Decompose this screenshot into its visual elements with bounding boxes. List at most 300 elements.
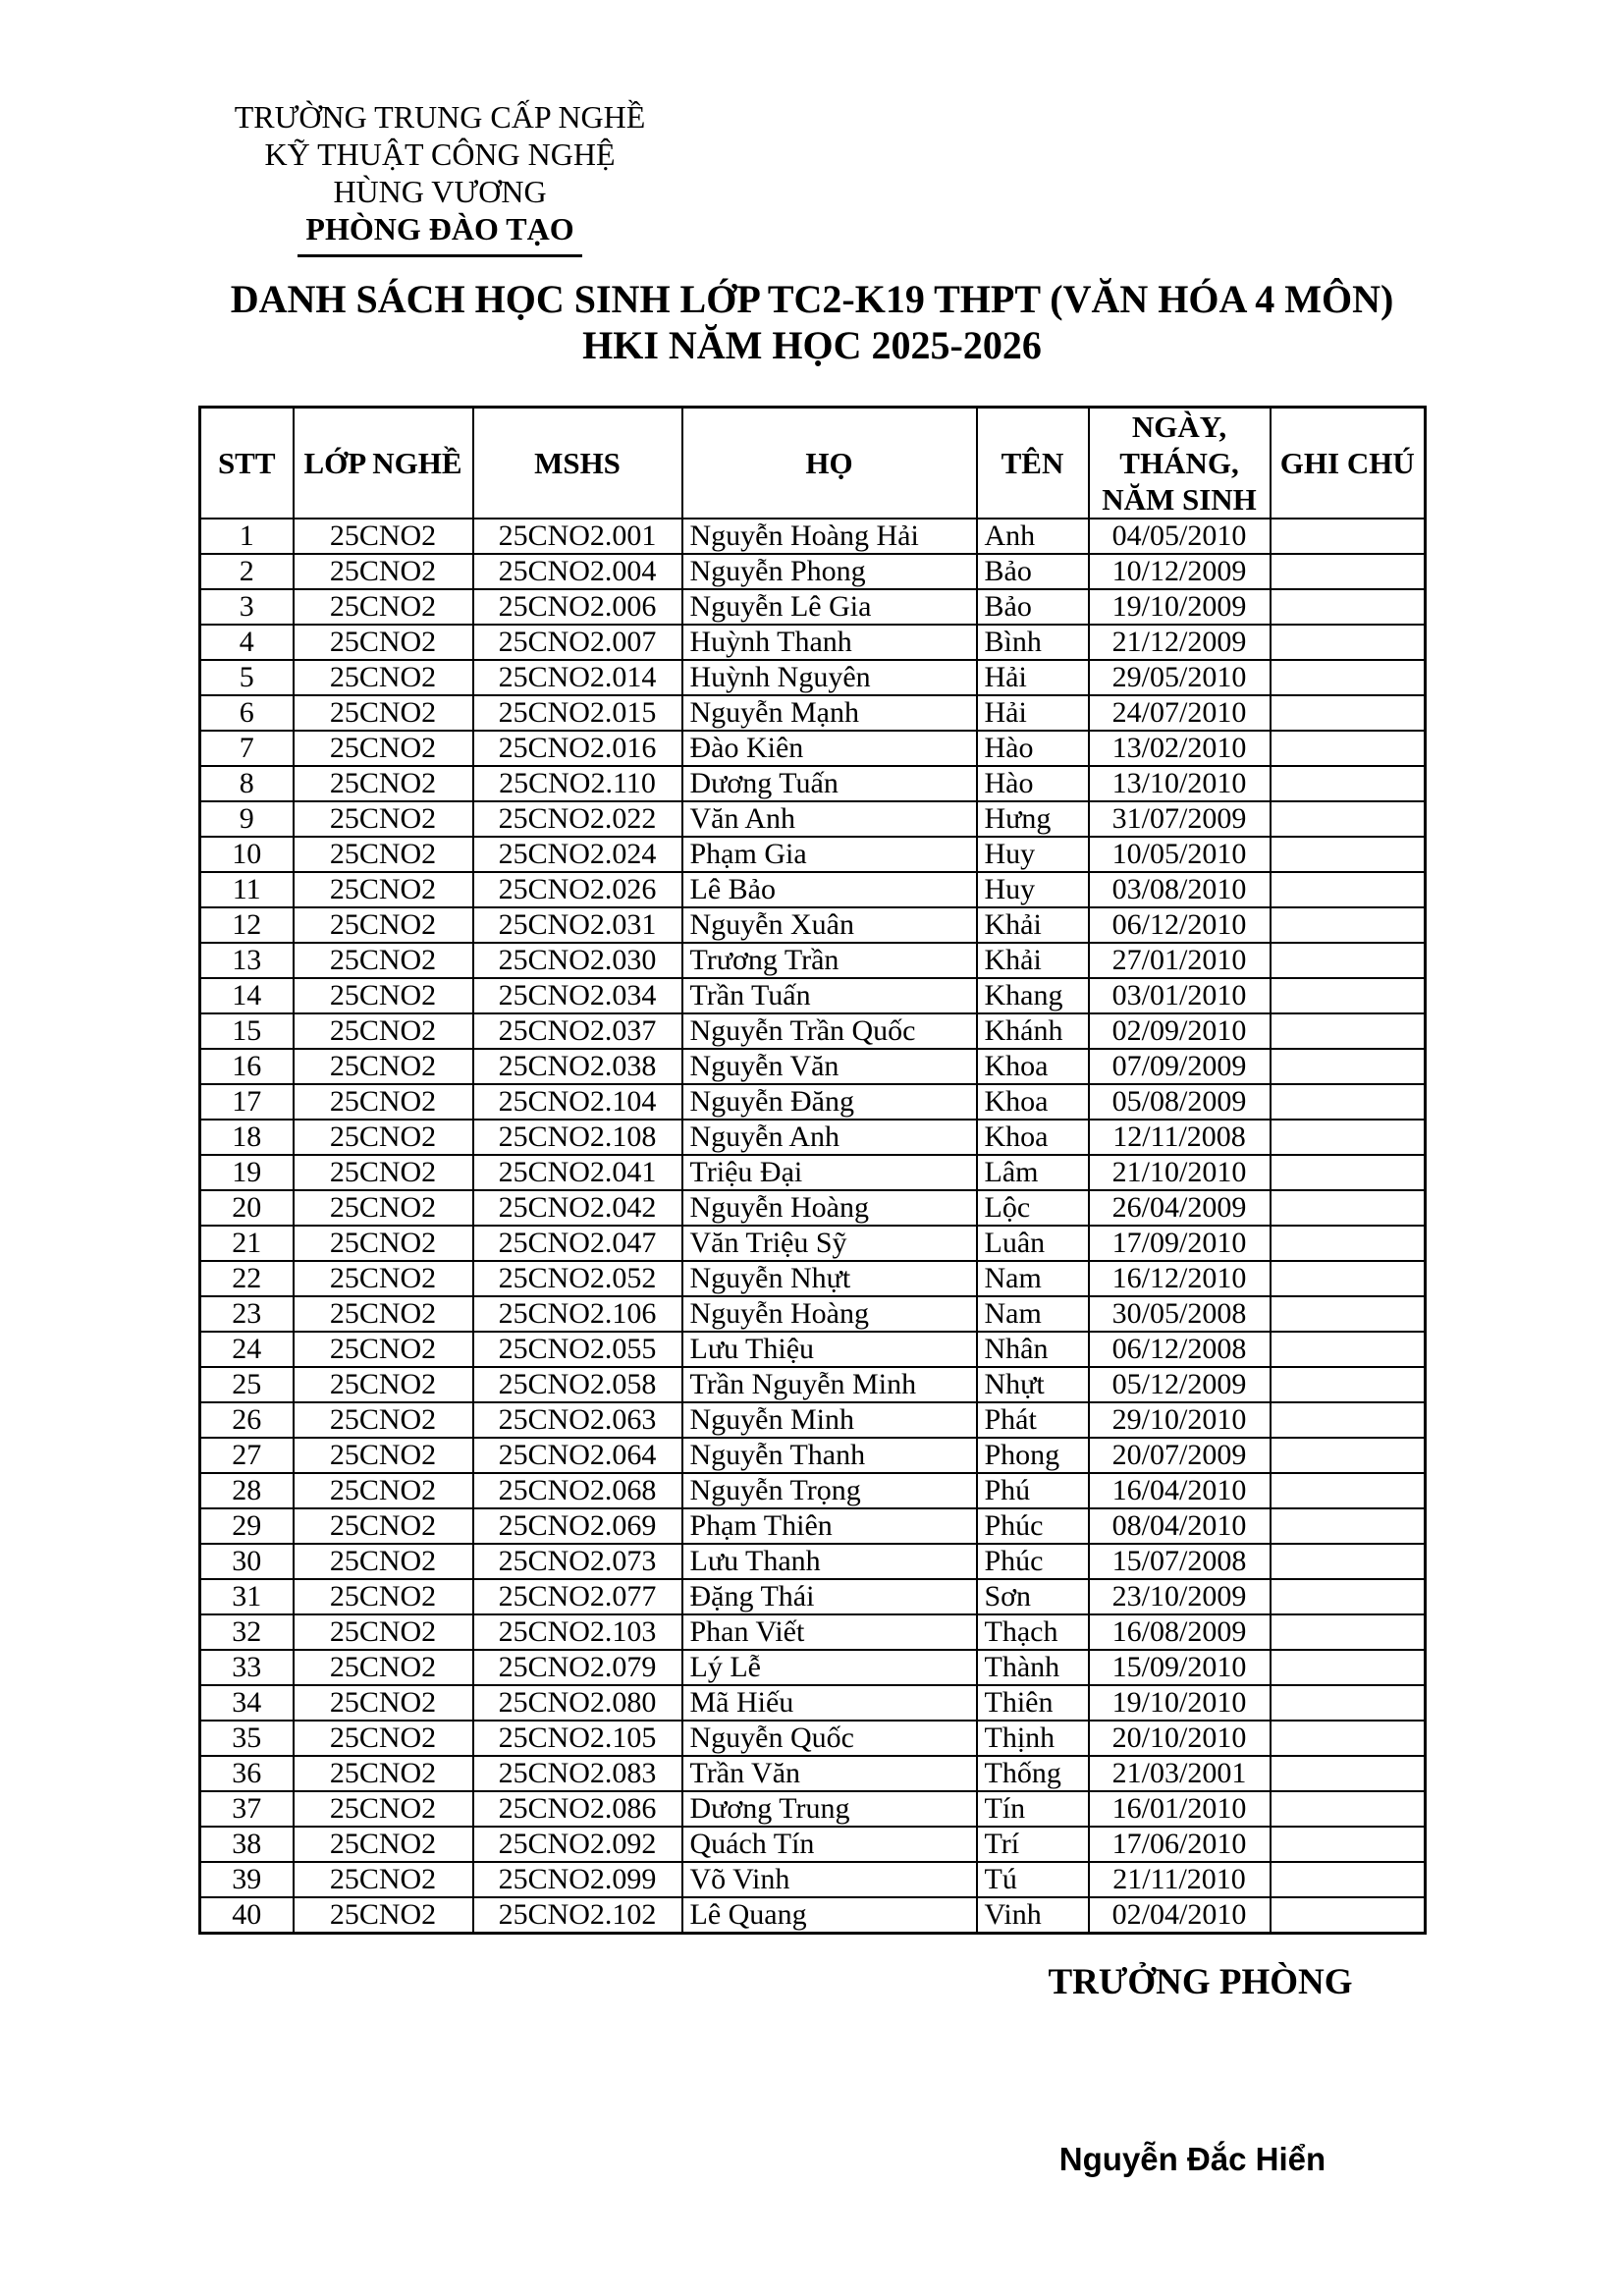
cell-mshs: 25CNO2.034	[473, 978, 682, 1013]
cell-lop-nghe: 25CNO2	[294, 943, 473, 978]
cell-ngay-sinh: 23/10/2009	[1089, 1579, 1271, 1614]
cell-ngay-sinh: 02/09/2010	[1089, 1013, 1271, 1049]
cell-ho: Lý Lễ	[682, 1650, 977, 1685]
cell-ho: Dương Trung	[682, 1791, 977, 1827]
cell-ho: Nguyễn Anh	[682, 1120, 977, 1155]
table-row	[200, 1862, 1426, 1897]
cell-ho: Nguyễn Hoàng Hải	[682, 519, 977, 554]
cell-mshs: 25CNO2.026	[473, 872, 682, 907]
cell-stt: 37	[200, 1791, 294, 1827]
cell-stt: 1	[200, 519, 294, 554]
cell-stt: 13	[200, 943, 294, 978]
cell-stt: 18	[200, 1120, 294, 1155]
cell-ten: Bảo	[977, 589, 1089, 625]
cell-ngay-sinh: 24/07/2010	[1089, 695, 1271, 731]
cell-ten: Khánh	[977, 1013, 1089, 1049]
cell-ho: Nguyễn Hoàng	[682, 1296, 977, 1332]
column-header-stt: STT	[200, 408, 294, 519]
cell-ngay-sinh: 12/11/2008	[1089, 1120, 1271, 1155]
cell-ghi-chu	[1271, 1721, 1426, 1756]
cell-ten: Hải	[977, 660, 1089, 695]
cell-stt: 2	[200, 554, 294, 589]
cell-lop-nghe: 25CNO2	[294, 1049, 473, 1084]
cell-ngay-sinh: 16/04/2010	[1089, 1473, 1271, 1508]
cell-stt: 9	[200, 801, 294, 837]
institution-line: HÙNG VƯƠNG	[333, 174, 547, 209]
cell-lop-nghe: 25CNO2	[294, 519, 473, 554]
cell-ngay-sinh: 21/10/2010	[1089, 1155, 1271, 1190]
cell-ten: Trí	[977, 1827, 1089, 1862]
cell-stt: 22	[200, 1261, 294, 1296]
cell-stt: 12	[200, 907, 294, 943]
table-row	[200, 1367, 1426, 1402]
cell-ghi-chu	[1271, 801, 1426, 837]
institution-line: KỸ THUẬT CÔNG NGHỆ	[264, 137, 616, 172]
cell-ten: Thịnh	[977, 1721, 1089, 1756]
department-title: PHÒNG ĐÀO TẠO	[298, 210, 581, 257]
cell-ghi-chu	[1271, 1438, 1426, 1473]
cell-lop-nghe: 25CNO2	[294, 1226, 473, 1261]
cell-lop-nghe: 25CNO2	[294, 837, 473, 872]
cell-mshs: 25CNO2.006	[473, 589, 682, 625]
cell-ngay-sinh: 19/10/2010	[1089, 1685, 1271, 1721]
cell-ho: Nguyễn Trọng	[682, 1473, 977, 1508]
cell-ghi-chu	[1271, 1155, 1426, 1190]
cell-stt: 32	[200, 1614, 294, 1650]
cell-ghi-chu	[1271, 1402, 1426, 1438]
cell-ho: Nguyễn Nhựt	[682, 1261, 977, 1296]
table-row	[200, 1190, 1426, 1226]
cell-lop-nghe: 25CNO2	[294, 554, 473, 589]
cell-ten: Hào	[977, 731, 1089, 766]
cell-lop-nghe: 25CNO2	[294, 1862, 473, 1897]
cell-ho: Dương Tuấn	[682, 766, 977, 801]
cell-ghi-chu	[1271, 695, 1426, 731]
cell-stt: 40	[200, 1897, 294, 1934]
cell-ghi-chu	[1271, 731, 1426, 766]
table-row	[200, 660, 1426, 695]
cell-stt: 19	[200, 1155, 294, 1190]
cell-ngay-sinh: 03/01/2010	[1089, 978, 1271, 1013]
cell-ten: Lộc	[977, 1190, 1089, 1226]
cell-mshs: 25CNO2.052	[473, 1261, 682, 1296]
cell-lop-nghe: 25CNO2	[294, 1508, 473, 1544]
institution-letterhead	[196, 98, 683, 257]
cell-ghi-chu	[1271, 1897, 1426, 1934]
cell-ngay-sinh: 21/03/2001	[1089, 1756, 1271, 1791]
cell-mshs: 25CNO2.038	[473, 1049, 682, 1084]
cell-lop-nghe: 25CNO2	[294, 801, 473, 837]
cell-ghi-chu	[1271, 554, 1426, 589]
cell-ghi-chu	[1271, 1084, 1426, 1120]
cell-ngay-sinh: 21/12/2009	[1089, 625, 1271, 660]
cell-ghi-chu	[1271, 1190, 1426, 1226]
cell-ngay-sinh: 15/07/2008	[1089, 1544, 1271, 1579]
column-header-ngay-sinh: NGÀY, THÁNG, NĂM SINH	[1089, 408, 1271, 519]
cell-mshs: 25CNO2.024	[473, 837, 682, 872]
cell-stt: 30	[200, 1544, 294, 1579]
cell-stt: 24	[200, 1332, 294, 1367]
cell-ho: Triệu Đại	[682, 1155, 977, 1190]
cell-ngay-sinh: 29/05/2010	[1089, 660, 1271, 695]
cell-stt: 31	[200, 1579, 294, 1614]
cell-ghi-chu	[1271, 907, 1426, 943]
table-row	[200, 1013, 1426, 1049]
cell-ho: Nguyễn Đăng	[682, 1084, 977, 1120]
cell-stt: 14	[200, 978, 294, 1013]
cell-ghi-chu	[1271, 978, 1426, 1013]
table-row	[200, 589, 1426, 625]
cell-stt: 7	[200, 731, 294, 766]
cell-lop-nghe: 25CNO2	[294, 1120, 473, 1155]
cell-ho: Văn Anh	[682, 801, 977, 837]
cell-ten: Khải	[977, 943, 1089, 978]
table-row	[200, 943, 1426, 978]
cell-ten: Khải	[977, 907, 1089, 943]
cell-ngay-sinh: 16/01/2010	[1089, 1791, 1271, 1827]
cell-lop-nghe: 25CNO2	[294, 1544, 473, 1579]
cell-ngay-sinh: 13/10/2010	[1089, 766, 1271, 801]
cell-ghi-chu	[1271, 1120, 1426, 1155]
cell-stt: 26	[200, 1402, 294, 1438]
cell-ho: Lưu Thanh	[682, 1544, 977, 1579]
cell-ghi-chu	[1271, 1473, 1426, 1508]
cell-lop-nghe: 25CNO2	[294, 907, 473, 943]
cell-ngay-sinh: 06/12/2008	[1089, 1332, 1271, 1367]
cell-ho: Huỳnh Nguyên	[682, 660, 977, 695]
cell-ho: Đào Kiên	[682, 731, 977, 766]
table-row	[200, 1756, 1426, 1791]
cell-ghi-chu	[1271, 1685, 1426, 1721]
cell-lop-nghe: 25CNO2	[294, 1721, 473, 1756]
column-header-mshs: MSHS	[473, 408, 682, 519]
cell-ngay-sinh: 17/09/2010	[1089, 1226, 1271, 1261]
cell-lop-nghe: 25CNO2	[294, 695, 473, 731]
cell-ten: Thiên	[977, 1685, 1089, 1721]
cell-ngay-sinh: 07/09/2009	[1089, 1049, 1271, 1084]
cell-ten: Vinh	[977, 1897, 1089, 1934]
cell-ngay-sinh: 13/02/2010	[1089, 731, 1271, 766]
cell-ngay-sinh: 19/10/2009	[1089, 589, 1271, 625]
cell-ghi-chu	[1271, 1332, 1426, 1367]
table-row	[200, 1544, 1426, 1579]
cell-ho: Phan Viết	[682, 1614, 977, 1650]
cell-mshs: 25CNO2.041	[473, 1155, 682, 1190]
cell-ho: Trần Tuấn	[682, 978, 977, 1013]
cell-ten: Khoa	[977, 1084, 1089, 1120]
cell-mshs: 25CNO2.064	[473, 1438, 682, 1473]
table-row	[200, 1614, 1426, 1650]
table-row	[200, 978, 1426, 1013]
cell-mshs: 25CNO2.063	[473, 1402, 682, 1438]
table-row	[200, 1579, 1426, 1614]
cell-mshs: 25CNO2.080	[473, 1685, 682, 1721]
cell-lop-nghe: 25CNO2	[294, 1897, 473, 1934]
table-row	[200, 801, 1426, 837]
table-row	[200, 1650, 1426, 1685]
cell-ngay-sinh: 26/04/2009	[1089, 1190, 1271, 1226]
table-row	[200, 1120, 1426, 1155]
cell-ghi-chu	[1271, 1791, 1426, 1827]
cell-mshs: 25CNO2.086	[473, 1791, 682, 1827]
cell-ten: Phú	[977, 1473, 1089, 1508]
cell-ho: Trần Nguyễn Minh	[682, 1367, 977, 1402]
table-row	[200, 1791, 1426, 1827]
cell-mshs: 25CNO2.092	[473, 1827, 682, 1862]
cell-lop-nghe: 25CNO2	[294, 1190, 473, 1226]
cell-ho: Trần Văn	[682, 1756, 977, 1791]
cell-lop-nghe: 25CNO2	[294, 1827, 473, 1862]
cell-ho: Lê Bảo	[682, 872, 977, 907]
cell-lop-nghe: 25CNO2	[294, 589, 473, 625]
cell-stt: 29	[200, 1508, 294, 1544]
cell-ghi-chu	[1271, 943, 1426, 978]
cell-ghi-chu	[1271, 766, 1426, 801]
cell-ten: Hào	[977, 766, 1089, 801]
cell-stt: 23	[200, 1296, 294, 1332]
cell-mshs: 25CNO2.104	[473, 1084, 682, 1120]
cell-lop-nghe: 25CNO2	[294, 1402, 473, 1438]
cell-ngay-sinh: 29/10/2010	[1089, 1402, 1271, 1438]
cell-ngay-sinh: 04/05/2010	[1089, 519, 1271, 554]
cell-mshs: 25CNO2.069	[473, 1508, 682, 1544]
cell-ten: Hải	[977, 695, 1089, 731]
cell-ho: Huỳnh Thanh	[682, 625, 977, 660]
cell-ho: Nguyễn Trần Quốc	[682, 1013, 977, 1049]
cell-stt: 8	[200, 766, 294, 801]
document-title-line2: HKI NĂM HỌC 2025-2026	[582, 323, 1042, 367]
cell-mshs: 25CNO2.001	[473, 519, 682, 554]
table-row	[200, 731, 1426, 766]
cell-mshs: 25CNO2.014	[473, 660, 682, 695]
table-row	[200, 1897, 1426, 1934]
cell-ho: Nguyễn Văn	[682, 1049, 977, 1084]
cell-ghi-chu	[1271, 1296, 1426, 1332]
cell-mshs: 25CNO2.058	[473, 1367, 682, 1402]
cell-ghi-chu	[1271, 1650, 1426, 1685]
cell-ghi-chu	[1271, 1261, 1426, 1296]
cell-mshs: 25CNO2.007	[473, 625, 682, 660]
cell-ghi-chu	[1271, 872, 1426, 907]
cell-mshs: 25CNO2.068	[473, 1473, 682, 1508]
cell-ngay-sinh: 16/08/2009	[1089, 1614, 1271, 1650]
cell-lop-nghe: 25CNO2	[294, 1579, 473, 1614]
table-row	[200, 1084, 1426, 1120]
cell-stt: 34	[200, 1685, 294, 1721]
cell-ngay-sinh: 17/06/2010	[1089, 1827, 1271, 1862]
cell-ten: Thống	[977, 1756, 1089, 1791]
cell-lop-nghe: 25CNO2	[294, 731, 473, 766]
cell-ngay-sinh: 16/12/2010	[1089, 1261, 1271, 1296]
table-row	[200, 1049, 1426, 1084]
cell-ten: Khang	[977, 978, 1089, 1013]
cell-mshs: 25CNO2.047	[473, 1226, 682, 1261]
cell-lop-nghe: 25CNO2	[294, 1614, 473, 1650]
cell-ghi-chu	[1271, 1367, 1426, 1402]
cell-mshs: 25CNO2.106	[473, 1296, 682, 1332]
cell-ngay-sinh: 05/12/2009	[1089, 1367, 1271, 1402]
cell-stt: 3	[200, 589, 294, 625]
cell-lop-nghe: 25CNO2	[294, 1332, 473, 1367]
cell-ghi-chu	[1271, 1049, 1426, 1084]
cell-stt: 38	[200, 1827, 294, 1862]
cell-ngay-sinh: 15/09/2010	[1089, 1650, 1271, 1685]
table-row	[200, 766, 1426, 801]
cell-ten: Nam	[977, 1261, 1089, 1296]
cell-ten: Sơn	[977, 1579, 1089, 1614]
cell-ngay-sinh: 20/10/2010	[1089, 1721, 1271, 1756]
cell-ten: Luân	[977, 1226, 1089, 1261]
table-row	[200, 1332, 1426, 1367]
cell-stt: 6	[200, 695, 294, 731]
cell-stt: 39	[200, 1862, 294, 1897]
cell-ten: Nhân	[977, 1332, 1089, 1367]
cell-stt: 10	[200, 837, 294, 872]
table-row	[200, 1296, 1426, 1332]
cell-ngay-sinh: 20/07/2009	[1089, 1438, 1271, 1473]
cell-ten: Khoa	[977, 1049, 1089, 1084]
cell-ngay-sinh: 03/08/2010	[1089, 872, 1271, 907]
cell-ngay-sinh: 27/01/2010	[1089, 943, 1271, 978]
table-row	[200, 837, 1426, 872]
cell-ngay-sinh: 06/12/2010	[1089, 907, 1271, 943]
cell-mshs: 25CNO2.103	[473, 1614, 682, 1650]
table-row	[200, 1508, 1426, 1544]
cell-ten: Phúc	[977, 1544, 1089, 1579]
cell-ten: Thạch	[977, 1614, 1089, 1650]
cell-ghi-chu	[1271, 519, 1426, 554]
cell-ngay-sinh: 10/12/2009	[1089, 554, 1271, 589]
cell-stt: 21	[200, 1226, 294, 1261]
cell-mshs: 25CNO2.108	[473, 1120, 682, 1155]
cell-stt: 25	[200, 1367, 294, 1402]
cell-mshs: 25CNO2.016	[473, 731, 682, 766]
table-row	[200, 1473, 1426, 1508]
cell-ho: Võ Vinh	[682, 1862, 977, 1897]
cell-ho: Lê Quang	[682, 1897, 977, 1934]
cell-mshs: 25CNO2.022	[473, 801, 682, 837]
table-row	[200, 625, 1426, 660]
cell-ghi-chu	[1271, 1862, 1426, 1897]
cell-lop-nghe: 25CNO2	[294, 1650, 473, 1685]
cell-ngay-sinh: 08/04/2010	[1089, 1508, 1271, 1544]
cell-ho: Nguyễn Thanh	[682, 1438, 977, 1473]
cell-ten: Huy	[977, 837, 1089, 872]
table-row	[200, 519, 1426, 554]
cell-lop-nghe: 25CNO2	[294, 1261, 473, 1296]
table-row	[200, 1827, 1426, 1862]
table-row	[200, 554, 1426, 589]
cell-ten: Huy	[977, 872, 1089, 907]
cell-ghi-chu	[1271, 837, 1426, 872]
cell-lop-nghe: 25CNO2	[294, 1084, 473, 1120]
cell-ngay-sinh: 02/04/2010	[1089, 1897, 1271, 1934]
cell-ten: Bảo	[977, 554, 1089, 589]
cell-ho: Mã Hiếu	[682, 1685, 977, 1721]
cell-ho: Phạm Thiên	[682, 1508, 977, 1544]
cell-ho: Nguyễn Lê Gia	[682, 589, 977, 625]
cell-ghi-chu	[1271, 1579, 1426, 1614]
cell-lop-nghe: 25CNO2	[294, 1438, 473, 1473]
cell-ghi-chu	[1271, 1614, 1426, 1650]
cell-mshs: 25CNO2.079	[473, 1650, 682, 1685]
cell-ten: Khoa	[977, 1120, 1089, 1155]
cell-ghi-chu	[1271, 1226, 1426, 1261]
table-row	[200, 695, 1426, 731]
table-row	[200, 1685, 1426, 1721]
cell-mshs: 25CNO2.083	[473, 1756, 682, 1791]
table-row	[200, 1226, 1426, 1261]
cell-ho: Đặng Thái	[682, 1579, 977, 1614]
table-row	[200, 1155, 1426, 1190]
cell-ten: Phong	[977, 1438, 1089, 1473]
cell-lop-nghe: 25CNO2	[294, 1013, 473, 1049]
cell-mshs: 25CNO2.037	[473, 1013, 682, 1049]
signature-title: TRƯỞNG PHÒNG	[1048, 1962, 1353, 2002]
cell-ho: Trương Trần	[682, 943, 977, 978]
cell-ghi-chu	[1271, 1013, 1426, 1049]
student-table-body	[200, 519, 1426, 1934]
cell-ghi-chu	[1271, 625, 1426, 660]
cell-ho: Nguyễn Xuân	[682, 907, 977, 943]
cell-lop-nghe: 25CNO2	[294, 625, 473, 660]
cell-ngay-sinh: 05/08/2009	[1089, 1084, 1271, 1120]
cell-mshs: 25CNO2.105	[473, 1721, 682, 1756]
cell-lop-nghe: 25CNO2	[294, 660, 473, 695]
cell-lop-nghe: 25CNO2	[294, 872, 473, 907]
cell-stt: 5	[200, 660, 294, 695]
cell-mshs: 25CNO2.102	[473, 1897, 682, 1934]
cell-ten: Nhựt	[977, 1367, 1089, 1402]
column-header-ghi-chu: GHI CHÚ	[1271, 408, 1426, 519]
cell-ho: Nguyễn Hoàng	[682, 1190, 977, 1226]
cell-ghi-chu	[1271, 1508, 1426, 1544]
cell-stt: 28	[200, 1473, 294, 1508]
cell-mshs: 25CNO2.031	[473, 907, 682, 943]
cell-stt: 35	[200, 1721, 294, 1756]
cell-ho: Nguyễn Minh	[682, 1402, 977, 1438]
cell-ghi-chu	[1271, 1756, 1426, 1791]
cell-ten: Tú	[977, 1862, 1089, 1897]
cell-ngay-sinh: 10/05/2010	[1089, 837, 1271, 872]
cell-ngay-sinh: 31/07/2009	[1089, 801, 1271, 837]
cell-ten: Phúc	[977, 1508, 1089, 1544]
cell-stt: 11	[200, 872, 294, 907]
cell-lop-nghe: 25CNO2	[294, 1756, 473, 1791]
cell-ho: Văn Triệu Sỹ	[682, 1226, 977, 1261]
table-row	[200, 1261, 1426, 1296]
cell-lop-nghe: 25CNO2	[294, 1155, 473, 1190]
cell-ghi-chu	[1271, 589, 1426, 625]
cell-stt: 15	[200, 1013, 294, 1049]
cell-mshs: 25CNO2.099	[473, 1862, 682, 1897]
cell-stt: 4	[200, 625, 294, 660]
cell-ten: Phát	[977, 1402, 1089, 1438]
table-row	[200, 1402, 1426, 1438]
cell-ho: Phạm Gia	[682, 837, 977, 872]
student-table	[198, 406, 1427, 1935]
cell-mshs: 25CNO2.015	[473, 695, 682, 731]
cell-ngay-sinh: 21/11/2010	[1089, 1862, 1271, 1897]
column-header-ten: TÊN	[977, 408, 1089, 519]
cell-mshs: 25CNO2.055	[473, 1332, 682, 1367]
institution-line: TRƯỜNG TRUNG CẤP NGHỀ	[234, 99, 646, 135]
header-row	[200, 408, 1426, 519]
column-header-ho: HỌ	[682, 408, 977, 519]
document-title	[0, 276, 1624, 368]
table-row	[200, 872, 1426, 907]
cell-ho: Quách Tín	[682, 1827, 977, 1862]
